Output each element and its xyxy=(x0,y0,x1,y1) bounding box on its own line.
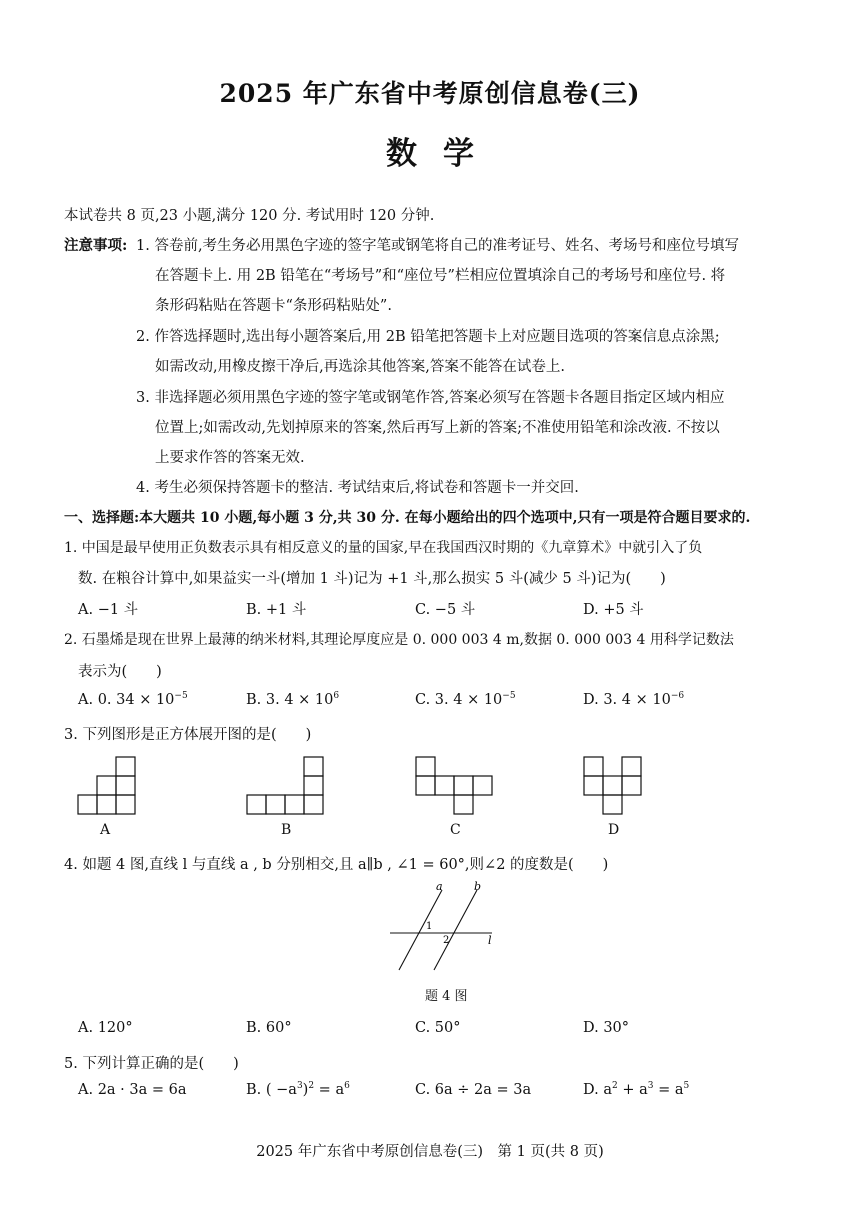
question-1-line2: 数. 在粮谷计算中,如果益实一斗(增加 1 斗)记为 +1 斗,那么损实 5 斗(减少 5 斗)记为( ) xyxy=(78,571,666,587)
question-2-line2: 表示为( ) xyxy=(78,664,162,680)
note-line: 位置上;如需改动,先划掉原来的答案,然后再写上新的答案;不准使用铅笔和涂改液. 不按以 xyxy=(155,420,720,436)
cube-net-d xyxy=(583,756,643,816)
angle-1-label: 1 xyxy=(426,921,433,932)
angle-2-label: 2 xyxy=(443,935,450,946)
cube-net-b xyxy=(246,756,326,816)
note-line: 条形码粘贴在答题卡“条形码粘贴处”. xyxy=(155,298,392,314)
note-line: 3. 非选择题必须用黑色字迹的签字笔或钢笔作答,答案必须写在答题卡各题目指定区域内相应 xyxy=(136,390,725,406)
q4-option-a: A. 120° xyxy=(78,1020,133,1036)
note-line: 如需改动,用橡皮擦干净后,再选涂其他答案,答案不能答在试卷上. xyxy=(155,359,565,375)
question-3-text: 3. 下列图形是正方体展开图的是( ) xyxy=(64,727,312,743)
question-1-line1: 1. 中国是最早使用正负数表示具有相反意义的量的国家,早在我国西汉时期的《九章算术》中就引入了负 xyxy=(64,540,703,556)
label-l: l xyxy=(488,934,492,947)
cube-net-c xyxy=(415,756,495,816)
note-line: 2. 作答选择题时,选出每小题答案后,用 2B 铅笔把答题卡上对应题目选项的答案信息点涂黑; xyxy=(136,329,720,345)
question-4-text: 4. 如题 4 图,直线 l 与直线 a , b 分别相交,且 a∥b , ∠1 = 60°,则∠2 的度数是( ) xyxy=(64,857,609,873)
q4-option-d: D. 30° xyxy=(583,1020,630,1036)
paper-title: 2025 年广东省中考原创信息卷(三) xyxy=(219,79,641,108)
exam-intro: 本试卷共 8 页,23 小题,满分 120 分. 考试用时 120 分钟. xyxy=(64,208,435,224)
q5-option-b: B. ( $-a^3)^2 = a^6$ xyxy=(246,1081,350,1098)
subject-title: 数学 xyxy=(386,136,500,172)
q5-option-c: C. 6a ÷ 2a = 3a xyxy=(415,1082,532,1098)
q2-option-c: C. 3. $4 \times 10^{-5}$ xyxy=(415,691,516,708)
q1-option-d: D. +5 斗 xyxy=(583,602,644,618)
q4-option-c: C. 50° xyxy=(415,1020,461,1036)
q2-option-b: B. 3. $4 \times 10^6$ xyxy=(246,691,340,708)
net-label-b: B xyxy=(281,822,292,838)
net-label-a: A xyxy=(100,822,111,838)
parallel-lines-figure xyxy=(386,882,506,974)
q5-option-d: D. $a^2 + a^3 = a^5$ xyxy=(583,1081,690,1098)
note-line: 在答题卡上. 用 2B 铅笔在“考场号”和“座位号”栏相应位置填涂自己的考场号和座位号. 将 xyxy=(155,268,726,284)
page-footer: 2025 年广东省中考原创信息卷(三) 第 1 页(共 8 页) xyxy=(256,1144,604,1160)
note-line: 1. 答卷前,考生务必用黑色字迹的签字笔或钢笔将自己的准考证号、姓名、考场号和座位号填写 xyxy=(136,238,740,254)
q2-option-a: A. 0. $34 \times 10^{-5}$ xyxy=(78,691,188,708)
section-heading: 一、选择题:本大题共 10 小题,每小题 3 分,共 30 分. 在每小题给出的四个选项中,只有一项是符合题目要求的. xyxy=(64,510,751,526)
q1-option-a: A. −1 斗 xyxy=(78,602,139,618)
q1-option-b: B. +1 斗 xyxy=(246,602,307,618)
figure-4-caption: 题 4 图 xyxy=(425,989,468,1004)
q4-option-b: B. 60° xyxy=(246,1020,292,1036)
label-a: a xyxy=(436,880,443,893)
net-label-d: D xyxy=(608,822,620,838)
notes-label: 注意事项: xyxy=(64,237,128,254)
label-b: b xyxy=(474,880,482,893)
cube-net-a xyxy=(77,756,137,816)
net-label-c: C xyxy=(450,822,461,838)
line-b xyxy=(434,890,477,970)
note-line: 上要求作答的答案无效. xyxy=(155,450,305,466)
note-line: 4. 考生必须保持答题卡的整洁. 考试结束后,将试卷和答题卡一并交回. xyxy=(136,480,579,496)
question-5-text: 5. 下列计算正确的是( ) xyxy=(64,1056,239,1072)
q1-option-c: C. −5 斗 xyxy=(415,602,476,618)
q5-option-a: A. 2a · 3a = 6a xyxy=(78,1082,187,1098)
line-a xyxy=(399,890,442,970)
q2-option-d: D. 3. $4 \times 10^{-6}$ xyxy=(583,691,685,708)
question-2-line1: 2. 石墨烯是现在世界上最薄的纳米材料,其理论厚度应是 0. 000 003 4 m,数据 0. 000 003 4 用科学记数法 xyxy=(64,632,734,648)
